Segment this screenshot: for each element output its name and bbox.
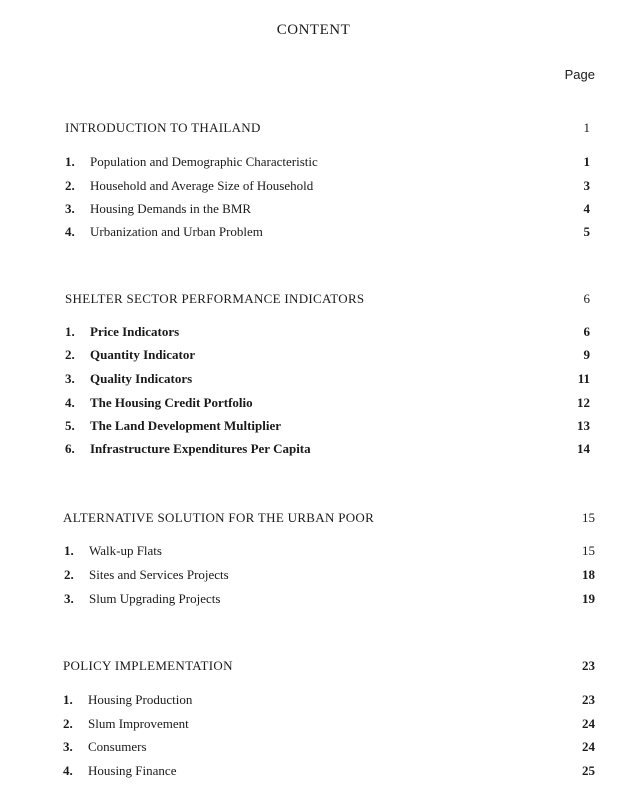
item-number: 5. [65,418,75,433]
item-page-number: 1 [583,154,590,169]
item-page-number: 15 [582,543,595,558]
section-page-number: 6 [583,291,590,306]
item-label: The Housing Credit Portfolio [90,395,253,410]
item-number: 1. [63,692,73,707]
item-page-number: 25 [582,763,595,778]
item-label: Quantity Indicator [90,347,196,362]
section-heading-text: INTRODUCTION TO THAILAND [65,120,261,135]
item-page-number: 23 [582,692,595,707]
item-number: 2. [65,347,75,362]
section-heading-text: SHELTER SECTOR PERFORMANCE INDICATORS [65,291,365,306]
item-page-number: 24 [582,739,595,754]
item-number: 4. [65,395,75,410]
item-number: 1. [65,154,75,169]
item-number: 3. [63,739,73,754]
section-page-number: 15 [582,510,595,525]
item-page-number: 4 [583,201,590,216]
item-label: Urbanization and Urban Problem [90,224,263,239]
item-label: Housing Finance [88,763,177,778]
item-page-number: 5 [583,224,590,239]
section-page-number: 23 [582,658,595,673]
page-title: CONTENT [276,22,351,38]
item-page-number: 14 [577,441,590,456]
item-number: 4. [63,763,73,778]
item-label: Housing Demands in the BMR [90,201,252,216]
item-number: 2. [64,567,74,582]
item-page-number: 9 [583,347,590,362]
item-label: Housing Production [88,692,193,707]
section-page-number: 1 [583,120,590,135]
item-number: 4. [65,224,75,239]
item-number: 6. [65,441,75,456]
item-page-number: 24 [582,716,595,731]
item-number: 3. [64,591,74,606]
item-label: Infrastructure Expenditures Per Capita [90,441,311,456]
item-label: Quality Indicators [90,371,193,386]
item-label: Slum Improvement [88,716,189,731]
item-page-number: 6 [583,324,590,339]
item-number: 1. [65,324,75,339]
page-column-header: Page [564,67,595,82]
item-number: 3. [65,201,75,216]
section-heading-text: ALTERNATIVE SOLUTION FOR THE URBAN POOR [63,510,375,525]
item-number: 2. [65,178,75,193]
item-page-number: 13 [577,418,590,433]
item-number: 1. [64,543,74,558]
item-label: Population and Demographic Characteristic [90,154,318,169]
item-page-number: 18 [582,567,595,582]
item-number: 2. [63,716,73,731]
item-label: Price Indicators [90,324,180,339]
item-label: Sites and Services Projects [89,567,229,582]
item-label: The Land Development Multiplier [90,418,282,433]
item-page-number: 3 [583,178,590,193]
section-heading-text: POLICY IMPLEMENTATION [63,658,233,673]
item-label: Household and Average Size of Household [90,178,314,193]
item-page-number: 11 [577,371,590,386]
item-label: Slum Upgrading Projects [89,591,221,606]
item-label: Consumers [88,739,147,754]
item-page-number: 19 [582,591,595,606]
item-label: Walk-up Flats [89,543,162,558]
item-number: 3. [65,371,75,386]
item-page-number: 12 [577,395,590,410]
